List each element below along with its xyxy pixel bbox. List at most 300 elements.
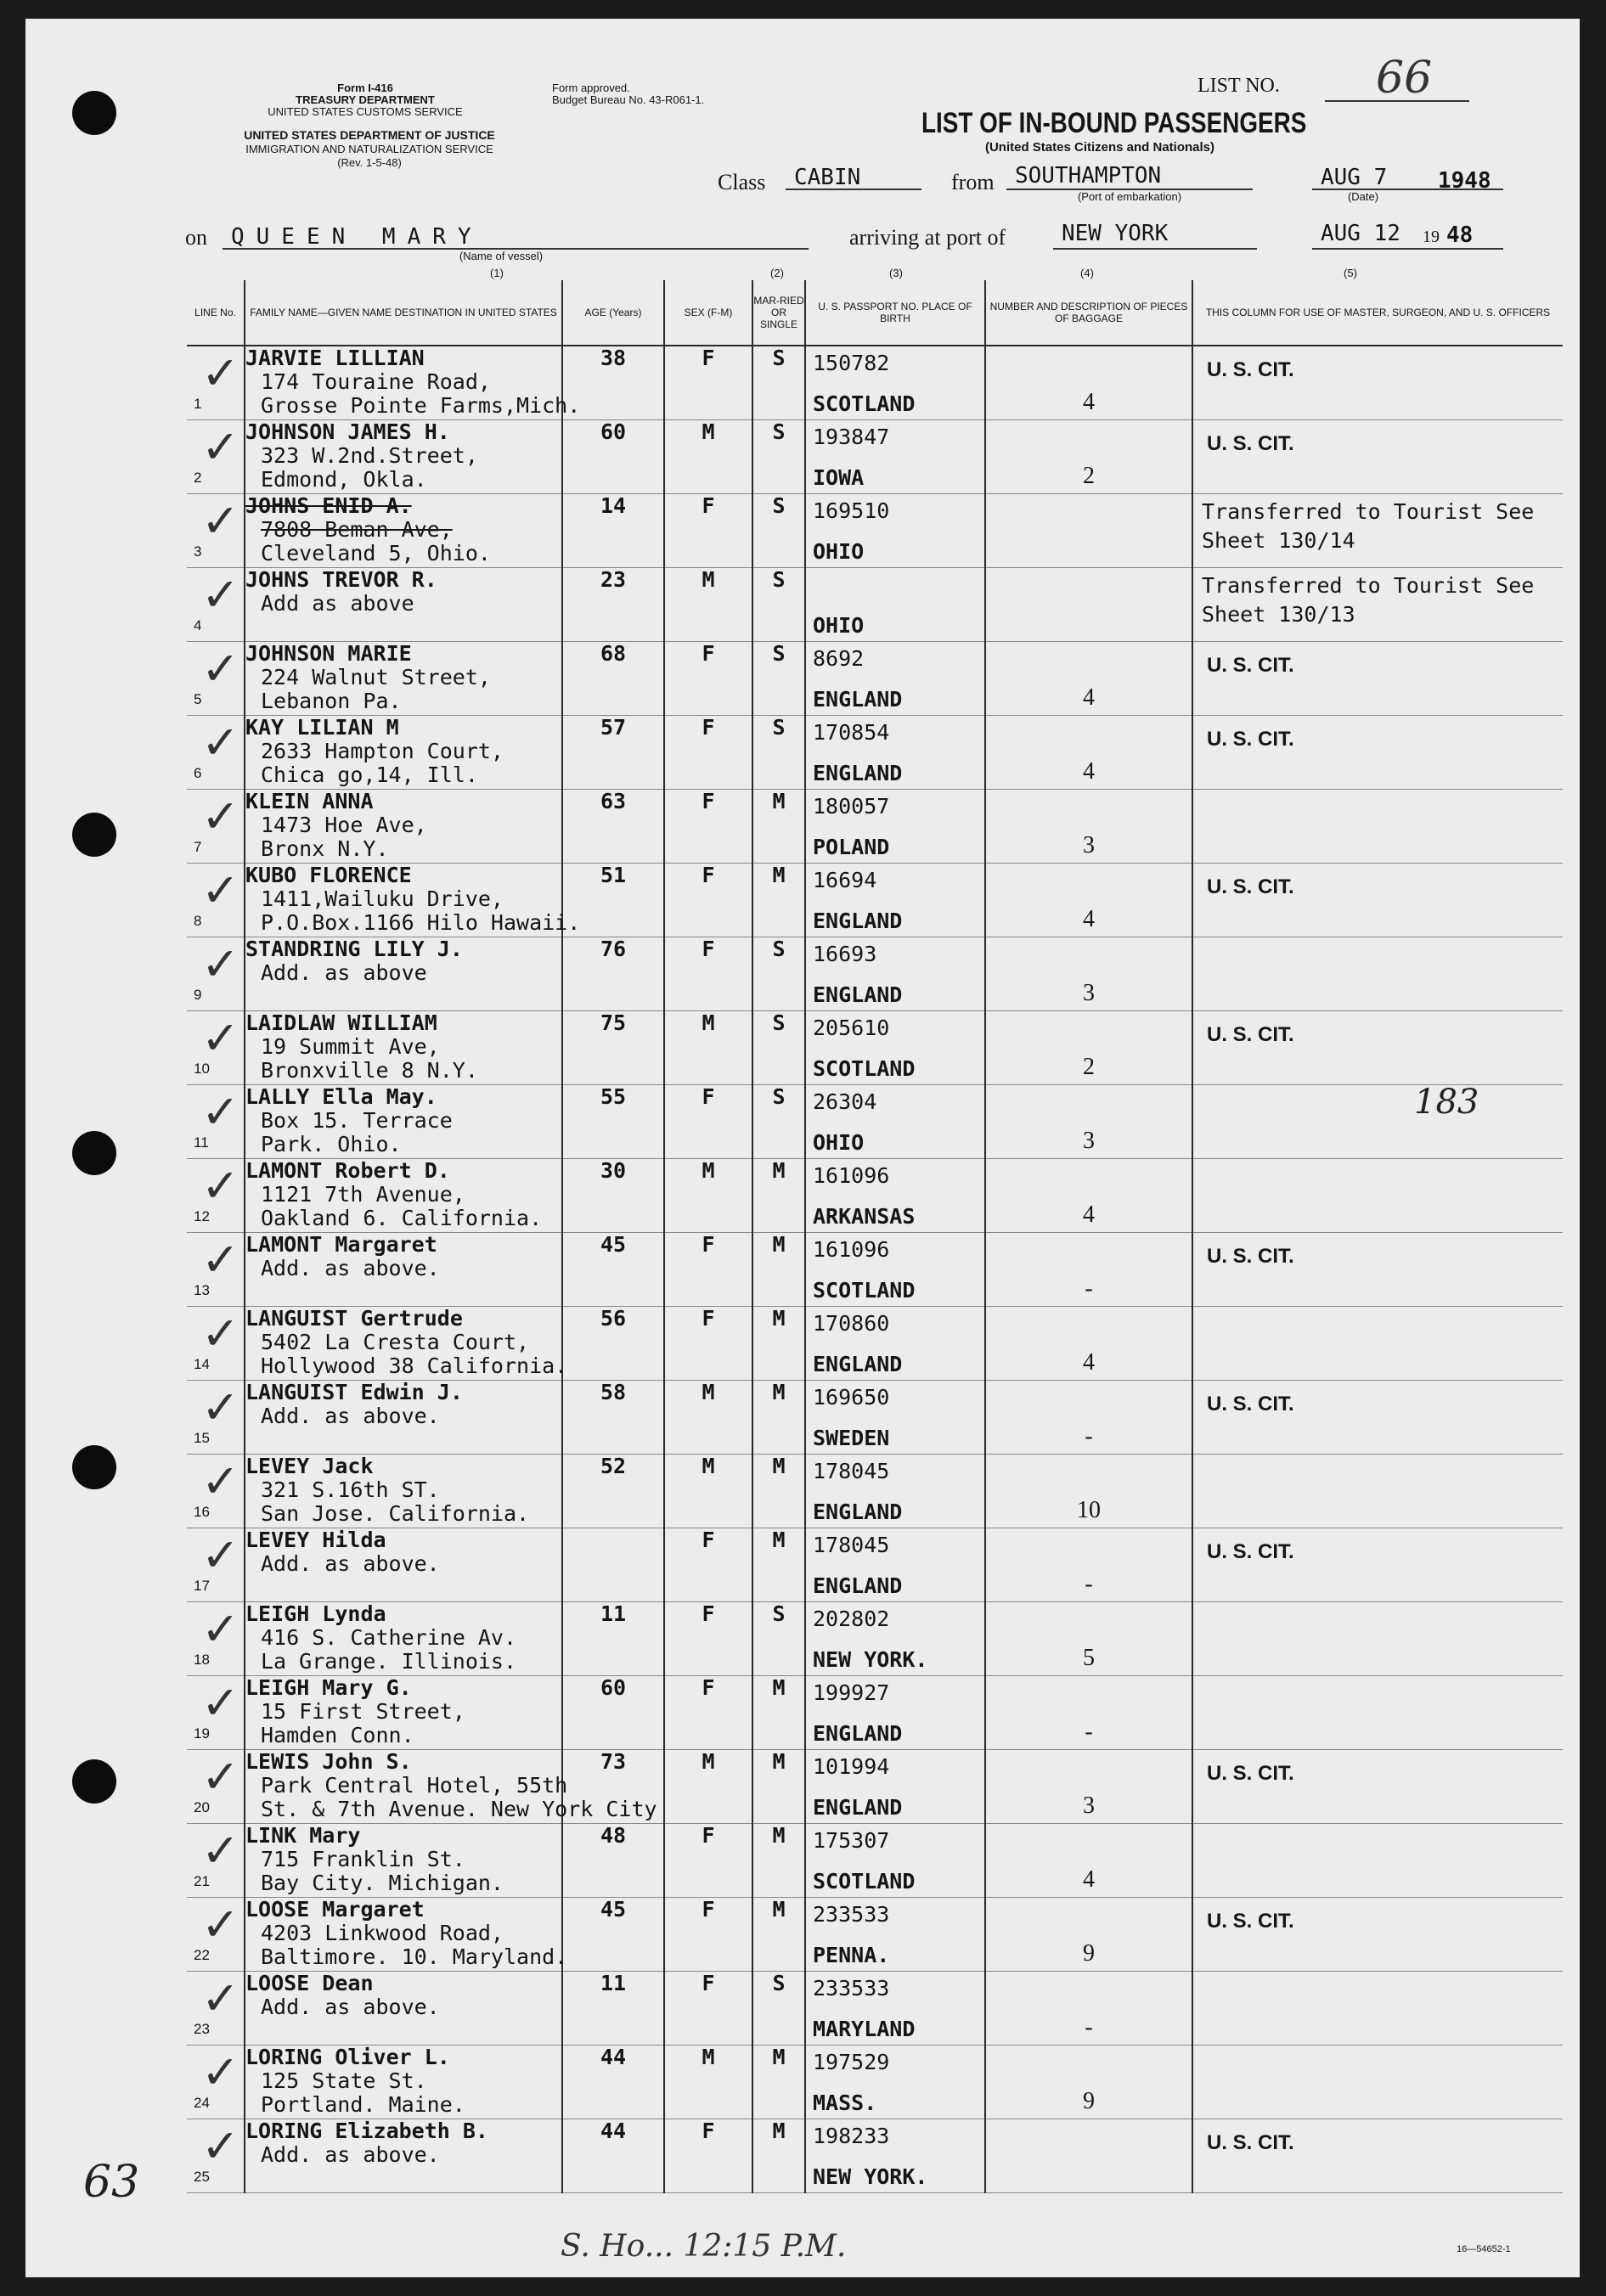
officer-cell bbox=[1192, 1381, 1563, 1455]
us-citizen-stamp: U. S. CIT. bbox=[1207, 1910, 1294, 1933]
officer-cell bbox=[1192, 2119, 1563, 2193]
passport-cell bbox=[805, 1381, 985, 1455]
marital-status: M bbox=[772, 1823, 786, 1848]
passenger-row bbox=[187, 1011, 1563, 1085]
baggage-count: 10 bbox=[1077, 1497, 1101, 1523]
baggage-cell bbox=[985, 1972, 1192, 2046]
departure-date: AUG 7 bbox=[1321, 165, 1388, 190]
passport-cell bbox=[805, 1307, 985, 1381]
check-mark-icon: ✓ bbox=[201, 642, 240, 695]
sex-cell bbox=[664, 642, 752, 716]
passport-cell bbox=[805, 1750, 985, 1824]
passenger-name: JOHNSON MARIE bbox=[245, 641, 412, 666]
check-mark-icon: ✓ bbox=[201, 1307, 240, 1360]
marital-status: M bbox=[772, 1158, 786, 1183]
baggage-cell bbox=[985, 864, 1192, 937]
baggage-cell bbox=[985, 1750, 1192, 1824]
place-of-birth: SCOTLAND bbox=[813, 391, 916, 416]
passenger-name: JOHNS ENID A. bbox=[245, 493, 412, 518]
sex: M bbox=[702, 1380, 715, 1404]
marital-cell bbox=[752, 1824, 805, 1898]
place-of-birth: OHIO bbox=[813, 1130, 865, 1155]
marital-cell bbox=[752, 716, 805, 790]
sex: F bbox=[702, 937, 715, 961]
marital-cell bbox=[752, 937, 805, 1011]
marital-cell bbox=[752, 1085, 805, 1159]
baggage-cell bbox=[985, 2119, 1192, 2193]
passenger-row bbox=[187, 494, 1563, 568]
sex-cell bbox=[664, 494, 752, 568]
line-number: 21 bbox=[194, 1873, 210, 1889]
line-number: 24 bbox=[194, 2095, 210, 2111]
sex: M bbox=[702, 567, 715, 592]
marital-cell bbox=[752, 420, 805, 494]
marital-cell bbox=[752, 1972, 805, 2046]
check-mark-icon: ✓ bbox=[201, 346, 240, 400]
address-line-2: Oakland 6. California. bbox=[261, 1206, 543, 1230]
sex: M bbox=[702, 1749, 715, 1774]
line-number: 7 bbox=[194, 839, 202, 855]
marital-cell bbox=[752, 494, 805, 568]
passport-cell bbox=[805, 346, 985, 420]
name-cell bbox=[201, 715, 562, 790]
sex: F bbox=[702, 346, 715, 370]
baggage-cell bbox=[985, 1676, 1192, 1750]
baggage-count: 9 bbox=[1083, 1940, 1095, 1967]
line-number: 1 bbox=[194, 396, 202, 412]
marital-status: S bbox=[772, 1084, 786, 1109]
line-number: 9 bbox=[194, 987, 202, 1003]
sex-cell bbox=[664, 1824, 752, 1898]
passenger-row bbox=[187, 1159, 1563, 1233]
age-cell bbox=[562, 1824, 664, 1898]
passport-number: 202802 bbox=[813, 1607, 890, 1631]
sex: F bbox=[702, 1232, 715, 1257]
marital-status: M bbox=[772, 789, 786, 813]
passport-cell bbox=[805, 937, 985, 1011]
line-number: 11 bbox=[194, 1134, 209, 1151]
passenger-row bbox=[187, 1233, 1563, 1307]
line-number: 3 bbox=[194, 543, 202, 560]
baggage-count: 3 bbox=[1083, 832, 1095, 858]
passenger-row bbox=[187, 716, 1563, 790]
place-of-birth: ENGLAND bbox=[813, 687, 903, 712]
passenger-row bbox=[187, 568, 1563, 642]
address-line-1: 1411,Wailuku Drive, bbox=[261, 886, 504, 911]
marital-status: M bbox=[772, 2045, 786, 2069]
sex: F bbox=[702, 1601, 715, 1626]
us-citizen-stamp: U. S. CIT. bbox=[1207, 1762, 1294, 1785]
check-mark-icon: ✓ bbox=[201, 420, 240, 474]
age-cell bbox=[562, 1972, 664, 2046]
passport-cell bbox=[805, 1676, 985, 1750]
age: 11 bbox=[600, 1971, 627, 1995]
col-num-1: (1) bbox=[490, 267, 504, 279]
baggage-count: 2 bbox=[1083, 1054, 1095, 1080]
sex-cell bbox=[664, 1011, 752, 1085]
marital-status: S bbox=[772, 1601, 786, 1626]
passenger-name: JARVIE LILLIAN bbox=[245, 346, 425, 370]
baggage-cell bbox=[985, 1528, 1192, 1602]
place-of-birth: OHIO bbox=[813, 613, 865, 638]
us-citizen-stamp: U. S. CIT. bbox=[1207, 1245, 1294, 1268]
baggage-cell bbox=[985, 1085, 1192, 1159]
baggage-cell bbox=[985, 716, 1192, 790]
us-citizen-stamp: U. S. CIT. bbox=[1207, 875, 1294, 898]
marital-cell bbox=[752, 568, 805, 642]
list-no-value: 66 bbox=[1376, 53, 1433, 104]
age-cell bbox=[562, 1159, 664, 1233]
passport-cell bbox=[805, 1233, 985, 1307]
baggage-count: 5 bbox=[1083, 1645, 1095, 1671]
baggage-count: 4 bbox=[1083, 684, 1095, 711]
passport-cell bbox=[805, 2046, 985, 2119]
sex-cell bbox=[664, 1972, 752, 2046]
signature: S. Ho... 12:15 P.M. bbox=[561, 2229, 847, 2264]
place-of-birth: ENGLAND bbox=[813, 1573, 903, 1598]
justice-dept: UNITED STATES DEPARTMENT OF JUSTICE bbox=[244, 128, 495, 142]
age: 73 bbox=[600, 1749, 627, 1774]
age: 51 bbox=[600, 863, 627, 887]
address-line-2: La Grange. Illinois. bbox=[261, 1649, 517, 1674]
sex-cell bbox=[664, 2119, 752, 2193]
baggage-cell bbox=[985, 1011, 1192, 1085]
passenger-name: LANGUIST Gertrude bbox=[245, 1306, 463, 1331]
line-number: 23 bbox=[194, 2021, 210, 2037]
check-mark-icon: ✓ bbox=[201, 1159, 240, 1213]
place-of-birth: IOWA bbox=[813, 465, 865, 490]
passport-number: 178045 bbox=[813, 1459, 890, 1483]
baggage-count: 4 bbox=[1083, 1349, 1095, 1376]
officer-cell bbox=[1192, 790, 1563, 864]
passport-number: 169650 bbox=[813, 1385, 890, 1410]
passenger-row bbox=[187, 864, 1563, 937]
age-cell bbox=[562, 568, 664, 642]
marital-cell bbox=[752, 1750, 805, 1824]
passport-number: 161096 bbox=[813, 1163, 890, 1188]
age: 48 bbox=[600, 1823, 627, 1848]
sex: F bbox=[702, 1823, 715, 1848]
sex-cell bbox=[664, 1528, 752, 1602]
sex-cell bbox=[664, 1676, 752, 1750]
marital-cell bbox=[752, 346, 805, 420]
officer-cell bbox=[1192, 420, 1563, 494]
address-line-1: 19 Summit Ave, bbox=[261, 1034, 440, 1059]
table-header bbox=[187, 280, 1563, 346]
address-line-2: P.O.Box.1166 Hilo Hawaii. bbox=[261, 910, 581, 935]
passenger-row bbox=[187, 1455, 1563, 1528]
officer-cell bbox=[1192, 1085, 1563, 1159]
officer-cell bbox=[1192, 1972, 1563, 2046]
marital-status: M bbox=[772, 863, 786, 887]
passenger-row bbox=[187, 2119, 1563, 2193]
col-baggage-header: NUMBER AND DESCRIPTION OF PIECES OF BAGGAGE bbox=[985, 280, 1192, 346]
passenger-name: LAMONT Margaret bbox=[245, 1232, 437, 1257]
officer-cell bbox=[1192, 1898, 1563, 1972]
passport-number: 205610 bbox=[813, 1016, 890, 1040]
baggage-count: - bbox=[1085, 1719, 1093, 1745]
arrival-year-prefix: 19 bbox=[1423, 228, 1440, 246]
passport-cell bbox=[805, 420, 985, 494]
check-mark-icon: ✓ bbox=[201, 1898, 240, 1951]
sex: M bbox=[702, 419, 715, 444]
place-of-birth: POLAND bbox=[813, 835, 890, 859]
address-line-1: 2633 Hampton Court, bbox=[261, 739, 504, 763]
passenger-row bbox=[187, 1381, 1563, 1455]
age-cell bbox=[562, 494, 664, 568]
check-mark-icon: ✓ bbox=[201, 716, 240, 769]
name-cell bbox=[201, 419, 562, 494]
passport-number: 161096 bbox=[813, 1237, 890, 1262]
line-number: 17 bbox=[194, 1578, 210, 1594]
marital-status: S bbox=[772, 715, 786, 740]
us-citizen-stamp: U. S. CIT. bbox=[1207, 654, 1294, 677]
age-cell bbox=[562, 420, 664, 494]
age-cell bbox=[562, 864, 664, 937]
passenger-name: KUBO FLORENCE bbox=[245, 863, 412, 887]
place-of-birth: MARYLAND bbox=[813, 2017, 916, 2041]
passenger-row bbox=[187, 1824, 1563, 1898]
officer-cell bbox=[1192, 1824, 1563, 1898]
age: 55 bbox=[600, 1084, 627, 1109]
check-mark-icon: ✓ bbox=[201, 1455, 240, 1508]
passport-number: 180057 bbox=[813, 794, 890, 819]
check-mark-icon: ✓ bbox=[201, 1602, 240, 1656]
line-number: 18 bbox=[194, 1652, 210, 1668]
passport-cell bbox=[805, 1011, 985, 1085]
address-line-2: Add. as above bbox=[261, 960, 427, 985]
punch-hole bbox=[72, 1131, 116, 1175]
passport-cell bbox=[805, 1602, 985, 1676]
passport-number: 193847 bbox=[813, 425, 890, 449]
address-line-1: 4203 Linkwood Road, bbox=[261, 1921, 504, 1945]
col-officers-header: THIS COLUMN FOR USE OF MASTER, SURGEON, AND U. S. OFFICERS bbox=[1192, 280, 1563, 346]
age: 11 bbox=[600, 1601, 627, 1626]
place-of-birth: ENGLAND bbox=[813, 982, 903, 1007]
us-citizen-stamp: U. S. CIT. bbox=[1207, 728, 1294, 751]
baggage-cell bbox=[985, 2046, 1192, 2119]
marital-status: S bbox=[772, 1010, 786, 1035]
officer-cell bbox=[1192, 494, 1563, 568]
passport-number: 170860 bbox=[813, 1311, 890, 1336]
baggage-cell bbox=[985, 790, 1192, 864]
form-number: Form I-416 bbox=[337, 82, 393, 94]
passport-cell bbox=[805, 494, 985, 568]
passport-number: 101994 bbox=[813, 1754, 890, 1779]
line-number: 12 bbox=[194, 1208, 210, 1224]
age-cell bbox=[562, 790, 664, 864]
passport-cell bbox=[805, 1528, 985, 1602]
marital-cell bbox=[752, 1455, 805, 1528]
marital-cell bbox=[752, 864, 805, 937]
passenger-name: LINK Mary bbox=[245, 1823, 361, 1848]
age: 57 bbox=[600, 715, 627, 740]
passenger-name: LAMONT Robert D. bbox=[245, 1158, 450, 1183]
address-line-1: 224 Walnut Street, bbox=[261, 665, 491, 689]
baggage-count: 4 bbox=[1083, 1866, 1095, 1893]
passenger-row bbox=[187, 937, 1563, 1011]
age-cell bbox=[562, 716, 664, 790]
passport-cell bbox=[805, 642, 985, 716]
sex: M bbox=[702, 1010, 715, 1035]
age-cell bbox=[562, 2119, 664, 2193]
age: 44 bbox=[600, 2045, 627, 2069]
marital-status: S bbox=[772, 641, 786, 666]
baggage-cell bbox=[985, 937, 1192, 1011]
sex: F bbox=[702, 1306, 715, 1331]
baggage-count: 4 bbox=[1083, 906, 1095, 932]
place-of-birth: ENGLAND bbox=[813, 1500, 903, 1524]
passenger-name: LORING Oliver L. bbox=[245, 2045, 450, 2069]
passport-number: 16694 bbox=[813, 868, 877, 892]
sex: F bbox=[702, 641, 715, 666]
marital-status: M bbox=[772, 1897, 786, 1922]
check-mark-icon: ✓ bbox=[201, 1381, 240, 1434]
transfer-note: Transferred to Tourist See Sheet 130/14 bbox=[1202, 499, 1535, 553]
age: 60 bbox=[600, 1675, 627, 1700]
baggage-cell bbox=[985, 642, 1192, 716]
baggage-cell bbox=[985, 1602, 1192, 1676]
baggage-cell bbox=[985, 1159, 1192, 1233]
us-citizen-stamp: U. S. CIT. bbox=[1207, 1023, 1294, 1046]
sex: M bbox=[702, 1158, 715, 1183]
baggage-count: 3 bbox=[1083, 1128, 1095, 1154]
line-number: 4 bbox=[194, 617, 202, 633]
check-mark-icon: ✓ bbox=[201, 937, 240, 991]
passenger-name: LEWIS John S. bbox=[245, 1749, 412, 1774]
passenger-row bbox=[187, 1307, 1563, 1381]
marital-status: S bbox=[772, 346, 786, 370]
address-line-1: Box 15. Terrace bbox=[261, 1108, 453, 1133]
sex: F bbox=[702, 1675, 715, 1700]
age: 14 bbox=[600, 493, 627, 518]
check-mark-icon: ✓ bbox=[201, 1528, 240, 1582]
address-line-1: 125 State St. bbox=[261, 2068, 427, 2093]
sex: F bbox=[702, 2119, 715, 2143]
sex-cell bbox=[664, 346, 752, 420]
address-line-1: 174 Touraine Road, bbox=[261, 369, 491, 394]
baggage-count: 3 bbox=[1083, 980, 1095, 1006]
check-mark-icon: ✓ bbox=[201, 1011, 240, 1065]
sex-cell bbox=[664, 2046, 752, 2119]
form-approved: Form approved. bbox=[552, 82, 630, 94]
passport-number: 8692 bbox=[813, 646, 865, 671]
age-cell bbox=[562, 1455, 664, 1528]
customs-service: UNITED STATES CUSTOMS SERVICE bbox=[268, 105, 463, 118]
marital-cell bbox=[752, 1307, 805, 1381]
passport-number: 233533 bbox=[813, 1976, 890, 2001]
check-mark-icon: ✓ bbox=[201, 1676, 240, 1730]
sex-cell bbox=[664, 716, 752, 790]
officer-cell bbox=[1192, 346, 1563, 420]
us-citizen-stamp: U. S. CIT. bbox=[1207, 432, 1294, 455]
line-number: 2 bbox=[194, 470, 202, 486]
budget-bureau: Budget Bureau No. 43-R061-1. bbox=[552, 93, 705, 106]
baggage-cell bbox=[985, 1824, 1192, 1898]
marital-status: S bbox=[772, 419, 786, 444]
age: 60 bbox=[600, 419, 627, 444]
marital-status: M bbox=[772, 1306, 786, 1331]
baggage-cell bbox=[985, 1381, 1192, 1455]
address-line-2: Grosse Pointe Farms,Mich. bbox=[261, 393, 581, 418]
baggage-cell bbox=[985, 1455, 1192, 1528]
ins-service: IMMIGRATION AND NATURALIZATION SERVICE bbox=[245, 143, 493, 155]
passport-number: 197529 bbox=[813, 2050, 890, 2074]
punch-hole bbox=[72, 813, 116, 857]
passport-cell bbox=[805, 1159, 985, 1233]
address-line-2: Park. Ohio. bbox=[261, 1132, 402, 1156]
age: 38 bbox=[600, 346, 627, 370]
address-line-2: Bronxville 8 N.Y. bbox=[261, 1058, 478, 1083]
marital-status: M bbox=[772, 2119, 786, 2143]
passport-cell bbox=[805, 1972, 985, 2046]
col-num-5: (5) bbox=[1344, 267, 1357, 279]
col-age-header: AGE (Years) bbox=[562, 280, 664, 346]
marital-status: S bbox=[772, 567, 786, 592]
col-sex-header: SEX (F-M) bbox=[664, 280, 752, 346]
revision: (Rev. 1-5-48) bbox=[337, 156, 402, 169]
passenger-name: JOHNS TREVOR R. bbox=[245, 567, 437, 592]
sex: F bbox=[702, 493, 715, 518]
address-line-2: Add. as above. bbox=[261, 2142, 440, 2167]
place-of-birth: ENGLAND bbox=[813, 909, 903, 933]
sex-cell bbox=[664, 864, 752, 937]
address-line-2: Portland. Maine. bbox=[261, 2092, 465, 2117]
passport-number: 169510 bbox=[813, 498, 890, 523]
age-cell bbox=[562, 1307, 664, 1381]
us-citizen-stamp: U. S. CIT. bbox=[1207, 1540, 1294, 1563]
sex-cell bbox=[664, 568, 752, 642]
port-caption: (Port of embarkation) bbox=[1077, 190, 1182, 203]
passenger-name: LEVEY Hilda bbox=[245, 1528, 386, 1552]
place-of-birth: OHIO bbox=[813, 539, 865, 564]
line-number: 25 bbox=[194, 2169, 210, 2185]
address-line-2: St. & 7th Avenue. New York City bbox=[261, 1797, 657, 1821]
name-cell bbox=[201, 789, 562, 864]
age: 56 bbox=[600, 1306, 627, 1331]
line-number: 15 bbox=[194, 1430, 210, 1446]
list-no-line bbox=[1325, 100, 1469, 102]
passenger-row bbox=[187, 1528, 1563, 1602]
check-mark-icon: ✓ bbox=[201, 568, 240, 622]
age-cell bbox=[562, 1750, 664, 1824]
address-line-1: 5402 La Cresta Court, bbox=[261, 1330, 530, 1354]
age-cell bbox=[562, 1381, 664, 1455]
address-line-1: Add. as above. bbox=[261, 1551, 440, 1576]
passport-cell bbox=[805, 716, 985, 790]
check-mark-icon: ✓ bbox=[201, 1972, 240, 2025]
baggage-count: 2 bbox=[1083, 463, 1095, 489]
marital-cell bbox=[752, 1602, 805, 1676]
passport-cell bbox=[805, 2119, 985, 2193]
passenger-name: LEIGH Lynda bbox=[245, 1601, 386, 1626]
passenger-row bbox=[187, 1602, 1563, 1676]
marital-cell bbox=[752, 2119, 805, 2193]
passport-number: 198233 bbox=[813, 2124, 890, 2148]
baggage-count: - bbox=[1085, 1423, 1093, 1449]
passport-number: 16693 bbox=[813, 942, 877, 966]
punch-hole bbox=[72, 1445, 116, 1489]
address-line-2: San Jose. California. bbox=[261, 1501, 530, 1526]
list-no-label: LIST NO. bbox=[1197, 75, 1280, 97]
sex: F bbox=[702, 1897, 715, 1922]
officer-cell bbox=[1192, 1676, 1563, 1750]
passenger-name: LEVEY Jack bbox=[245, 1454, 374, 1478]
from-label: from bbox=[951, 170, 995, 194]
sex: F bbox=[702, 1084, 715, 1109]
line-number: 19 bbox=[194, 1725, 210, 1742]
vessel-caption: (Name of vessel) bbox=[459, 250, 544, 262]
